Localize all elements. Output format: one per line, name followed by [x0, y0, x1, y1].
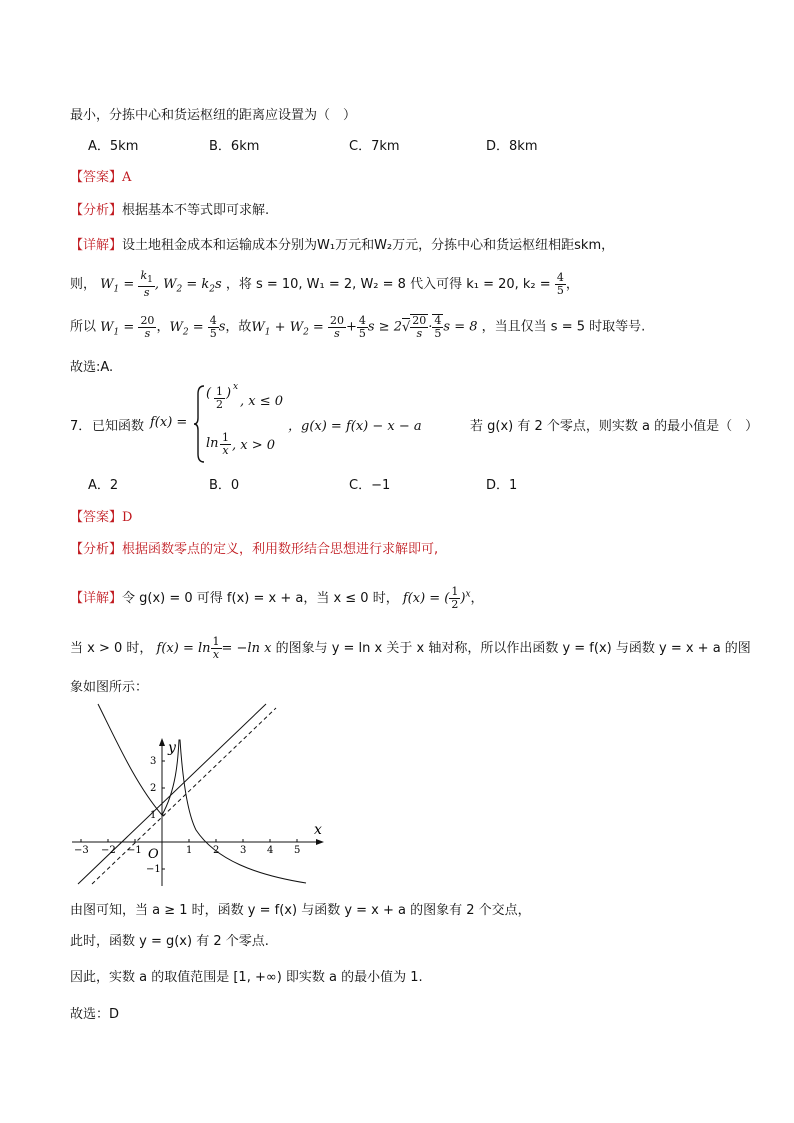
x-tick-label: −1 — [127, 845, 142, 856]
graph-line-solid — [78, 704, 266, 884]
x-tick-label: 4 — [267, 845, 274, 856]
graph-curve — [98, 704, 306, 883]
x-tick-label: 5 — [294, 845, 301, 856]
q7-option-a: A．2 — [88, 478, 119, 493]
q7-detail-line1: 【详解】令 g(x) = 0 可得 f(x) = x + a，当 x ≤ 0 时， f(x) = ( $\frac{1}{2}$ )$^x$， — [70, 585, 484, 611]
q6-option-b: B．6km — [209, 139, 260, 154]
q6-stem-tail: 最小，分拣中心和货运枢纽的距离应设置为（ ） — [70, 108, 357, 123]
q7-option-b: B．0 — [209, 478, 240, 493]
y-tick-label: 1 — [150, 810, 157, 821]
x-tick-label: 2 — [213, 845, 220, 856]
q7-conclusion-2: 此时，函数 y = g(x) 有 2 个零点. — [70, 934, 269, 949]
q6-detail-line3: 所以 $W_1$ = $\frac{20}{s}$ ，$W_2$ = $\frac{4}{5}$ s，故$W_1 + W_2$ = $\frac{20}{s}$ + $\frac{4}{5}$ s ≥ 2√ $\frac{20}{s}$ · $\frac{4}{5}$ s = 8 ，当且仅当 s = 5 时取等号. — [70, 313, 646, 340]
x-tick-label: −2 — [101, 845, 116, 856]
y-tick-label: 3 — [150, 756, 157, 767]
q6-analysis: 【分析】根据基本不等式即可求解. — [70, 203, 270, 218]
q7-detail-line2: 当 x > 0 时， f(x) = ln $\frac{1}{x}$ = −ln x 的图象与 y = ln x 关于 x 轴对称，所以作出函数 y = f(x) 与函数 y = x + a 的图 — [70, 635, 751, 661]
q6-option-c: C．7km — [349, 139, 400, 154]
function-graph — [66, 700, 330, 890]
x-tick-label: 3 — [240, 845, 247, 856]
q6-option-a: A．5km — [88, 139, 139, 154]
q7-answer: 【答案】D — [70, 510, 133, 525]
x-tick-label: 1 — [186, 845, 193, 856]
q7-analysis: 【分析】根据函数零点的定义，利用数形结合思想进行求解即可, — [70, 542, 439, 557]
q6-option-d: D．8km — [486, 139, 538, 154]
q6-detail-line2: 则， $W_1$ = $\frac{k_1}{s}$ , $W_2 = k_2s$ ，将 s = 10, W₁ = 2, W₂ = 8 代入可得 k₁ = 20, k₂ = $\frac{4}{5}$ ， — [70, 269, 579, 300]
x-axis-label: x — [314, 822, 322, 838]
q7-final: 故选：D — [70, 1007, 120, 1022]
graph-line-dashed — [92, 708, 276, 884]
y-tick-label: 2 — [150, 783, 157, 794]
q6-final: 故选:A. — [70, 360, 114, 375]
q7-option-d: D．1 — [486, 478, 518, 493]
q7-detail-line3: 象如图所示： — [70, 680, 149, 695]
q7-option-c: C．−1 — [349, 478, 391, 493]
x-tick-label: −3 — [74, 845, 89, 856]
q6-detail-line1: 【详解】设土地租金成本和运输成本分别为W₁万元和W₂万元，分拣中心和货运枢纽相距skm， — [70, 238, 615, 253]
q7-conclusion-3: 因此，实数 a 的取值范围是 [1, +∞) 即实数 a 的最小值为 1. — [70, 970, 423, 985]
y-axis-label: y — [168, 740, 176, 756]
q7-conclusion-1: 由图可知，当 a ≥ 1 时，函数 y = f(x) 与函数 y = x + a 的图象有 2 个交点， — [70, 903, 531, 918]
q6-answer: 【答案】A — [70, 170, 132, 185]
q7-piecewise-brace — [194, 384, 206, 464]
y-tick-label: −1 — [146, 864, 161, 875]
origin-label: O — [148, 847, 159, 862]
